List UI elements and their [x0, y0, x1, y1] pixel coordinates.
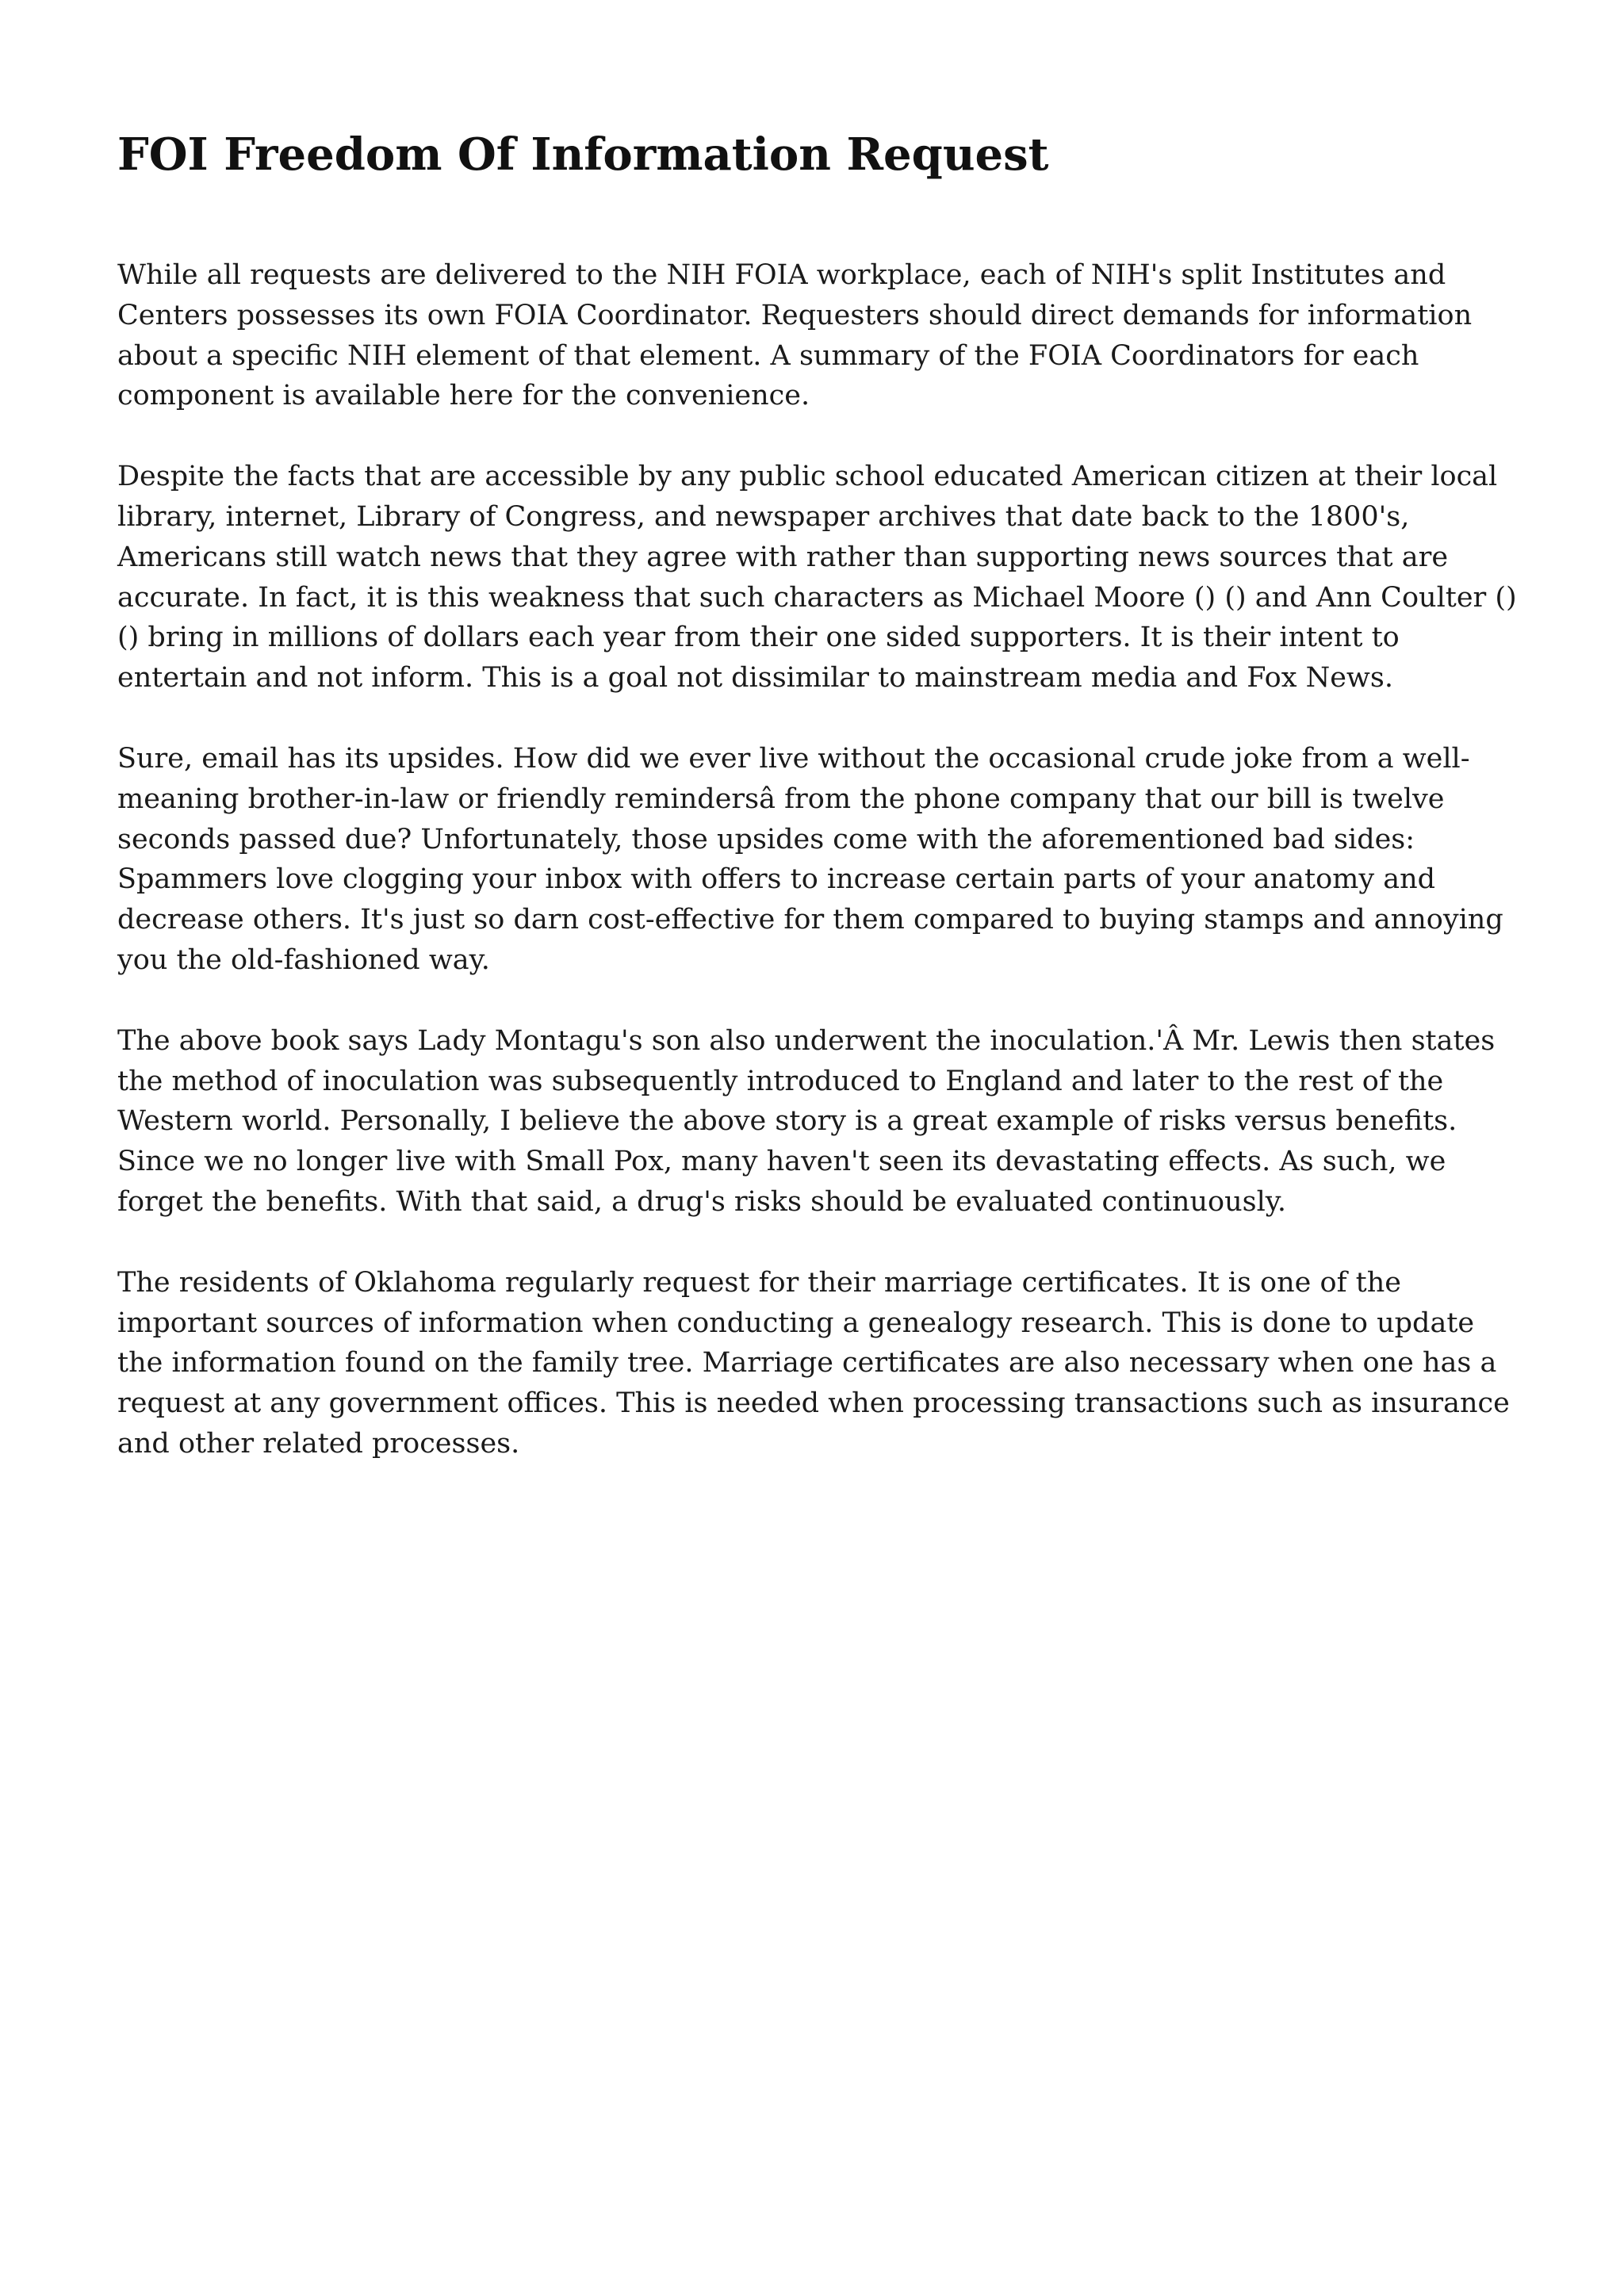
paragraph-5: The residents of Oklahoma regularly request for their marriage certificates. It is one of the important sources of information when conducting a genealogy research. This is done to update the information found on the family tree. Marriage certificates are also necessary when one has a request at any government offices. This is needed when processing transactions such as insurance and other related processes.: [117, 1266, 1510, 1460]
paragraph-1: While all requests are delivered to the NIH FOIA workplace, each of NIH's split Institutes and Centers possesses its own FOIA Coordinator. Requesters should direct demands for information about a specific NIH element of that element. A summary of the FOIA Coordinators for each component is available here for the convenience.: [117, 259, 1473, 412]
paragraph-4: The above book says Lady Montagu's son also underwent the inoculation.'Â Mr. Lewis then states the method of inoculation was subsequently introduced to England and later to the rest of the Western world. Personally, I believe the above story is a great example of risks versus benefits. Since we no longer live with Small Pox, many haven't seen its devastating effects. As such, we forget the benefits. With that said, a drug's risks should be evaluated continuously.: [117, 1024, 1496, 1218]
paragraph-3: Sure, email has its upsides. How did we ever live without the occasional crude joke from a well-meaning brother-in-law or friendly remindersâ from the phone company that our bill is twelve seconds passed due? Unfortunately, those upsides come with the aforementioned bad sides: Spammers love clogging your inbox with offers to increase certain parts of your anatomy and decrease others. It's just so darn cost-effective for them compared to buying stamps and annoying you the old-fashioned way.: [117, 742, 1503, 976]
paragraph-2: Despite the facts that are accessible by any public school educated American citizen at their local library, internet, Library of Congress, and newspaper archives that date back to the 1800's, Americans still watch news that they agree with rather than supporting news sources that are accurate. In fact, it is this weakness that such characters as Michael Moore () () and Ann Coulter () () bring in millions of dollars each year from their one sided supporters. It is their intent to entertain and not inform. This is a goal not dissimilar to mainstream media and Fox News.: [117, 461, 1517, 695]
page-title: FOI Freedom Of Information Request: [117, 128, 1049, 181]
article-body: [117, 255, 1521, 1505]
